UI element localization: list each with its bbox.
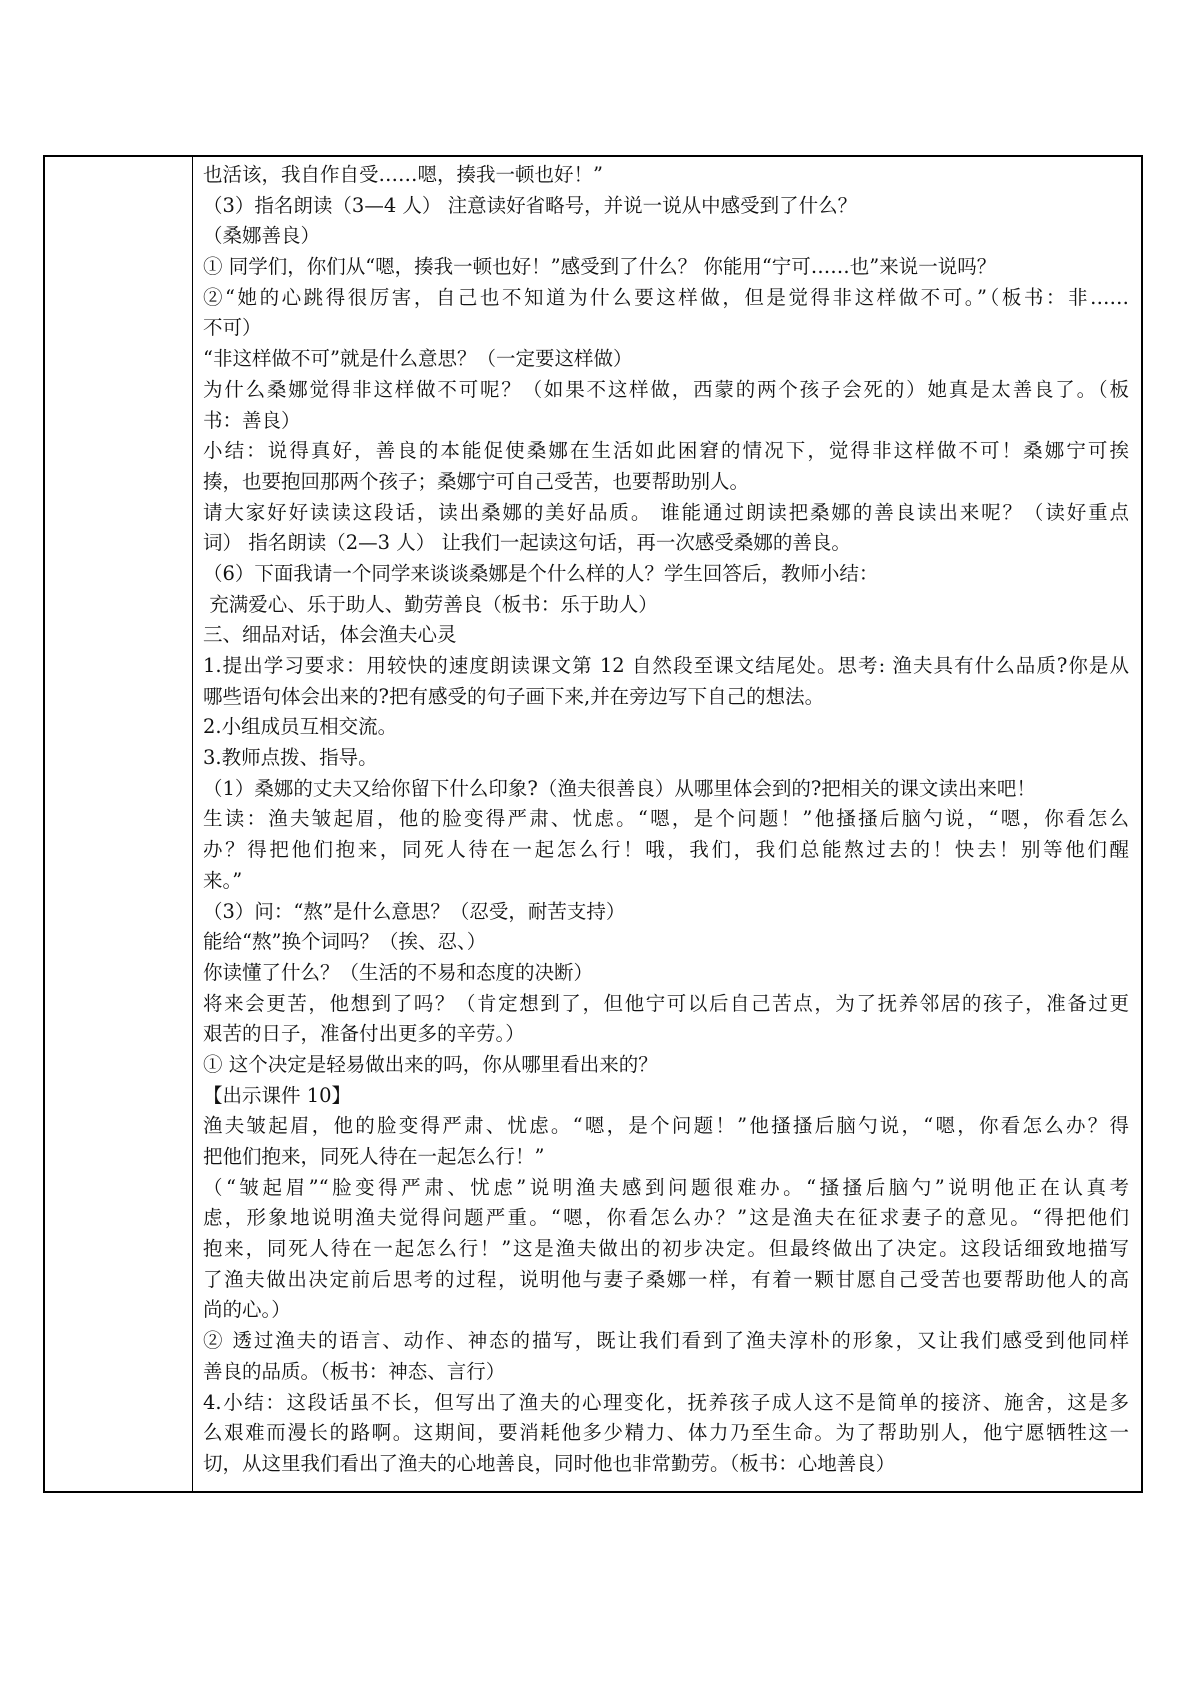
text-line: 揍，也要抱回那两个孩子；桑娜宁可自己受苦，也要帮助别人。 xyxy=(203,469,750,493)
text-line: 哪些语句体会出来的?把有感受的句子画下来,并在旁边写下自己的想法。 xyxy=(203,684,825,708)
text-line: 你读懂了什么？（生活的不易和态度的决断） xyxy=(203,960,594,984)
text-line: ②“她的心跳得很厉害，自己也不知道为什么要这样做，但是觉得非这样做不可。”（板书：非…… xyxy=(203,285,1129,309)
lesson-table xyxy=(43,155,1143,1493)
text-line: 也活该，我自作自受……嗯，揍我一顿也好！” xyxy=(203,163,603,186)
text-line: 充满爱心、乐于助人、勤劳善良（板书：乐于助人） xyxy=(203,592,658,616)
text-line: 了渔夫做出决定前后思考的过程，说明他与妻子桑娜一样，有着一颗甘愿自己受苦也要帮助他人的高 xyxy=(203,1267,1129,1291)
text-line: 3.教师点拨、指导。 xyxy=(203,746,378,770)
text-line: 尚的心。） xyxy=(203,1298,291,1322)
text-line: 三、细品对话，体会渔夫心灵 xyxy=(203,623,457,647)
text-line: 【出示课件 10】 xyxy=(203,1083,352,1107)
text-line: ① 同学们，你们从“嗯，揍我一顿也好！”感受到了什么？ 你能用“宁可……也”来说一说吗？ xyxy=(203,255,997,279)
text-line: 艰苦的日子，准备付出更多的辛劳。） xyxy=(203,1022,525,1046)
text-line: （1）桑娜的丈夫又给你留下什么印象?（渔夫很善良）从哪里体会到的?把相关的课文读出来吧！ xyxy=(203,776,1036,800)
text-line: 小结：说得真好，善良的本能促使桑娜在生活如此困窘的情况下，觉得非这样做不可！桑娜宁可挨 xyxy=(203,439,1129,463)
text-line: 善良的品质。（板书：神态、言行） xyxy=(203,1359,506,1383)
text-line: 将来会更苦，他想到了吗？（肯定想到了，但他宁可以后自己苦点，为了抚养邻居的孩子，准备过更 xyxy=(203,991,1129,1015)
text-line: （3）问：“熬”是什么意思？（忍受，耐苦支持） xyxy=(203,899,626,923)
text-line: 4.小结：这段话虽不长，但写出了渔夫的心理变化，抚养孩子成人这不是简单的接济、施舍，这是多 xyxy=(203,1390,1129,1414)
text-line: 办？得把他们抱来，同死人待在一起怎么行！哦，我们，我们总能熬过去的！快去！别等他们醒 xyxy=(203,838,1129,862)
text-line: 把他们抱来，同死人待在一起怎么行！” xyxy=(203,1145,545,1168)
text-line: 渔夫皱起眉，他的脸变得严肃、忧虑。“嗯，是个问题！”他搔搔后脑勺说，“嗯，你看怎么办？得 xyxy=(203,1114,1129,1138)
text-line: 1.提出学习要求：用较快的速度朗读课文第 12 自然段至课文结尾处。思考: 渔夫具有什么品质?你是从 xyxy=(203,654,1129,677)
text-line: ② 透过渔夫的语言、动作、神态的描写，既让我们看到了渔夫淳朴的形象，又让我们感受到他同样 xyxy=(203,1329,1129,1353)
text-line: 虑，形象地说明渔夫觉得问题严重。“嗯，你看怎么办？”这是渔夫在征求妻子的意见。“得把他们 xyxy=(203,1206,1129,1230)
text-line: 能给“熬”换个词吗？（挨、忍、） xyxy=(203,930,487,954)
table-left-cell xyxy=(45,157,192,1491)
text-line: 2.小组成员互相交流。 xyxy=(203,715,398,739)
text-line: 请大家好好读读这段话，读出桑娜的美好品质。 谁能通过朗读把桑娜的善良读出来呢？（读好重点 xyxy=(203,500,1129,524)
text-line: （桑娜善良） xyxy=(203,224,321,248)
text-line: 来。” xyxy=(203,868,243,892)
text-line: 书：善良） xyxy=(203,408,301,432)
text-line: （“皱起眉”“脸变得严肃、忧虑”说明渔夫感到问题很难办。“搔搔后脑勺”说明他正在认真考 xyxy=(203,1175,1129,1199)
column-divider xyxy=(192,157,193,1491)
text-line: （3）指名朗读（3—4 人） 注意读好省略号，并说一说从中感受到了什么？ xyxy=(203,193,858,217)
text-line: 为什么桑娜觉得非这样做不可呢？（如果不这样做，西蒙的两个孩子会死的）她真是太善良了。（板 xyxy=(203,377,1129,401)
text-line: 词） 指名朗读（2—3 人） 让我们一起读这句话，再一次感受桑娜的善良。 xyxy=(203,531,851,555)
text-line: 抱来，同死人待在一起怎么行！”这是渔夫做出的初步决定。但最终做出了决定。这段话细致地描写 xyxy=(203,1237,1129,1261)
lesson-content-cell xyxy=(203,160,1129,1491)
text-line: ① 这个决定是轻易做出来的吗，你从哪里看出来的？ xyxy=(203,1052,658,1076)
text-line: 么艰难而漫长的路啊。这期间，要消耗他多少精力、体力乃至生命。为了帮助别人，他宁愿牺牲这一 xyxy=(203,1421,1129,1445)
text-line: “非这样做不可”就是什么意思？（一定要这样做） xyxy=(203,347,633,371)
text-line: 不可） xyxy=(203,316,262,340)
text-line: （6）下面我请一个同学来谈谈桑娜是个什么样的人？学生回答后，教师小结： xyxy=(203,561,879,585)
text-line: 生读：渔夫皱起眉，他的脸变得严肃、忧虑。“嗯，是个问题！”他搔搔后脑勺说，“嗯，你看怎么 xyxy=(203,807,1129,831)
text-line: 切，从这里我们看出了渔夫的心地善良，同时他也非常勤劳。（板书：心地善良） xyxy=(203,1451,896,1475)
